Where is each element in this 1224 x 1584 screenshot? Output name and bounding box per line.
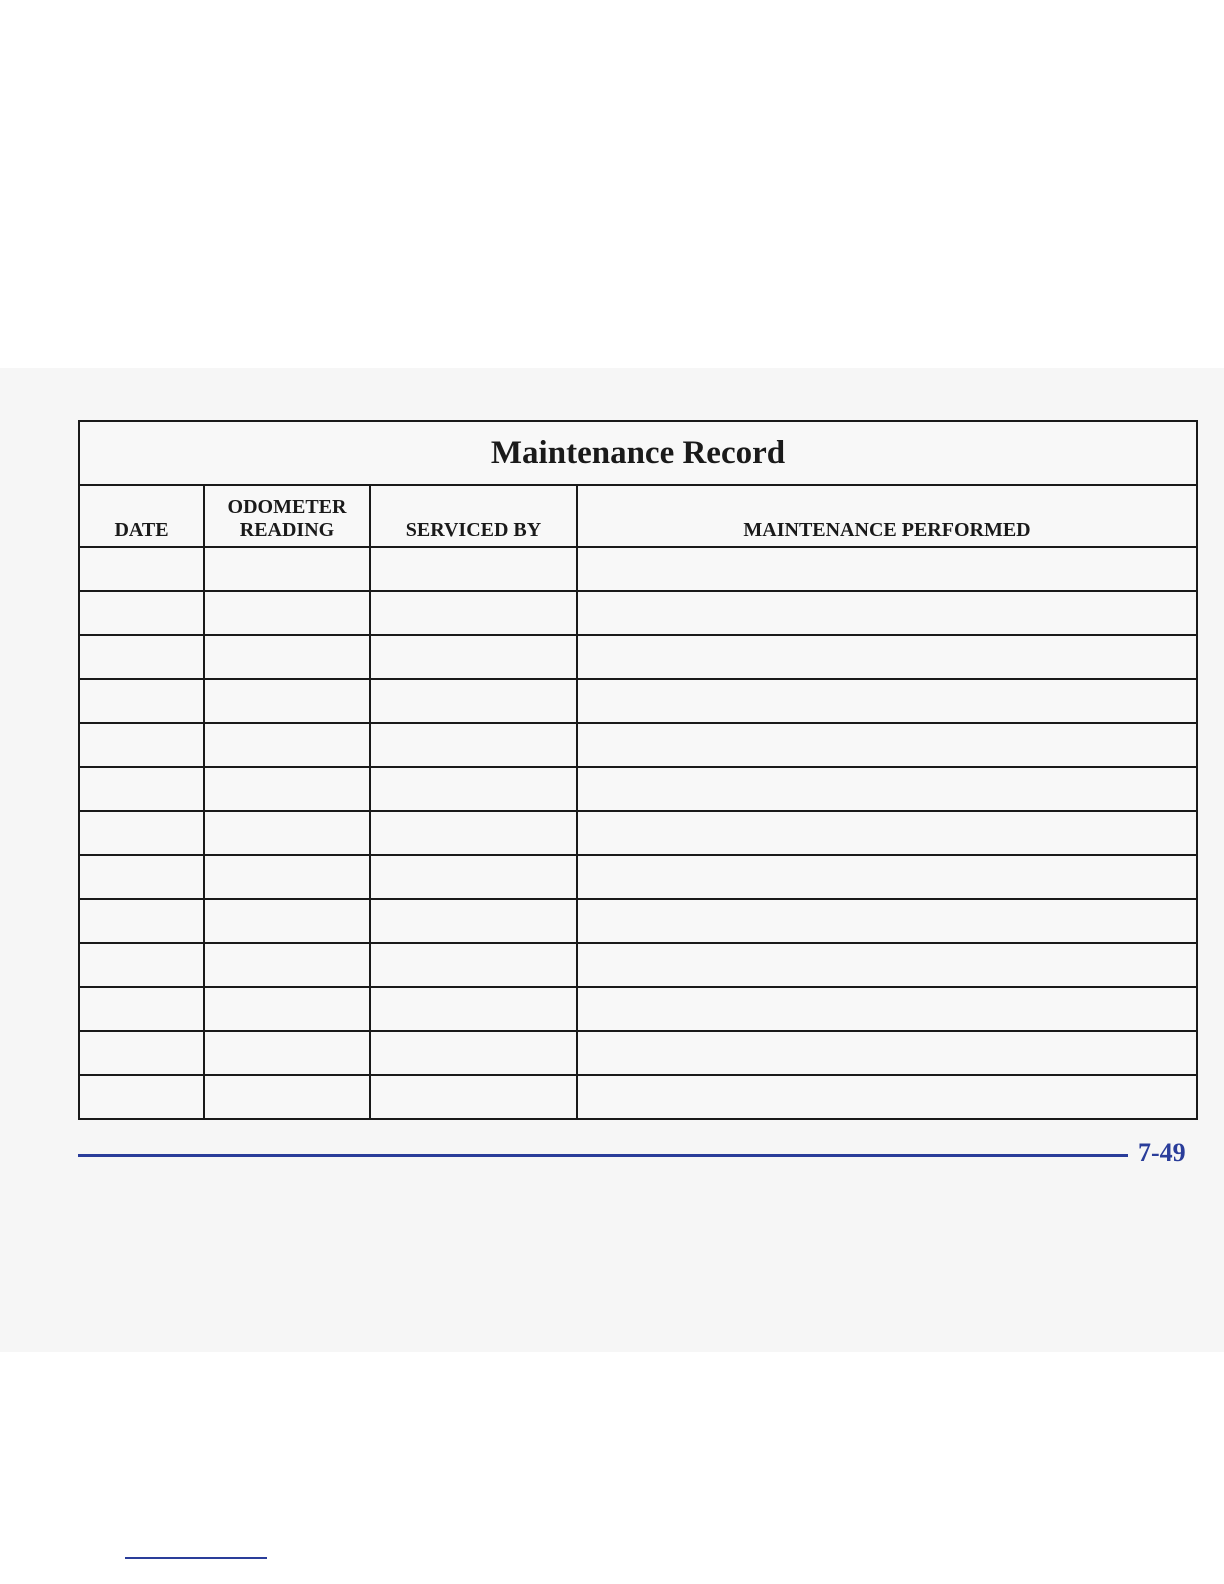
odometer-cell xyxy=(204,679,370,723)
date-cell xyxy=(79,1075,204,1119)
column-header-odometer-line1: ODOMETER xyxy=(227,496,347,518)
date-cell xyxy=(79,591,204,635)
column-header-serviced-by xyxy=(370,485,577,547)
table-title-row xyxy=(79,421,1197,485)
maintenance-performed-cell xyxy=(577,855,1197,899)
page-number: 7-49 xyxy=(1138,1138,1186,1167)
table-row xyxy=(79,591,1197,635)
serviced-by-cell xyxy=(370,943,577,987)
odometer-cell xyxy=(204,1075,370,1119)
date-cell xyxy=(79,767,204,811)
maintenance-performed-cell xyxy=(577,635,1197,679)
serviced-by-cell xyxy=(370,1031,577,1075)
column-header-odometer-line2: READING xyxy=(239,519,335,541)
date-cell xyxy=(79,855,204,899)
serviced-by-cell xyxy=(370,811,577,855)
odometer-cell xyxy=(204,943,370,987)
odometer-cell xyxy=(204,855,370,899)
table-header-row xyxy=(79,485,1197,547)
column-header-odometer-reading xyxy=(204,485,370,547)
odometer-cell xyxy=(204,635,370,679)
table-row xyxy=(79,1075,1197,1119)
serviced-by-cell xyxy=(370,855,577,899)
date-cell xyxy=(79,1031,204,1075)
odometer-cell xyxy=(204,987,370,1031)
serviced-by-cell xyxy=(370,767,577,811)
table-row xyxy=(79,899,1197,943)
odometer-cell xyxy=(204,899,370,943)
record-rows xyxy=(79,547,1197,1119)
column-header-date xyxy=(79,485,204,547)
odometer-cell xyxy=(204,547,370,591)
maintenance-performed-cell xyxy=(577,767,1197,811)
table-row xyxy=(79,679,1197,723)
maintenance-record-table xyxy=(78,420,1198,1120)
date-cell xyxy=(79,811,204,855)
maintenance-performed-cell xyxy=(577,591,1197,635)
serviced-by-cell xyxy=(370,723,577,767)
maintenance-performed-cell xyxy=(577,811,1197,855)
maintenance-performed-cell xyxy=(577,547,1197,591)
serviced-by-cell xyxy=(370,591,577,635)
maintenance-performed-cell xyxy=(577,723,1197,767)
serviced-by-cell xyxy=(370,635,577,679)
table-row xyxy=(79,635,1197,679)
maintenance-performed-cell xyxy=(577,1075,1197,1119)
column-header-date-label: DATE xyxy=(114,519,169,541)
serviced-by-cell xyxy=(370,547,577,591)
column-header-serviced-by-label: SERVICED BY xyxy=(405,519,542,541)
table-row xyxy=(79,767,1197,811)
odometer-cell xyxy=(204,811,370,855)
odometer-cell xyxy=(204,591,370,635)
date-cell xyxy=(79,987,204,1031)
column-header-maintenance-performed xyxy=(577,485,1197,547)
maintenance-performed-cell xyxy=(577,899,1197,943)
date-cell xyxy=(79,943,204,987)
date-cell xyxy=(79,723,204,767)
odometer-cell xyxy=(204,723,370,767)
table-row xyxy=(79,547,1197,591)
table-row xyxy=(79,943,1197,987)
odometer-cell xyxy=(204,1031,370,1075)
maintenance-performed-cell xyxy=(577,987,1197,1031)
maintenance-performed-cell xyxy=(577,679,1197,723)
table-row xyxy=(79,811,1197,855)
odometer-cell xyxy=(204,767,370,811)
serviced-by-cell xyxy=(370,1075,577,1119)
bottom-underline xyxy=(125,1557,267,1559)
date-cell xyxy=(79,899,204,943)
date-cell xyxy=(79,679,204,723)
maintenance-performed-cell xyxy=(577,943,1197,987)
table-row xyxy=(79,987,1197,1031)
date-cell xyxy=(79,635,204,679)
table-title: Maintenance Record xyxy=(79,421,1197,485)
date-cell xyxy=(79,547,204,591)
table-row xyxy=(79,855,1197,899)
serviced-by-cell xyxy=(370,679,577,723)
table-row xyxy=(79,1031,1197,1075)
table-row xyxy=(79,723,1197,767)
maintenance-performed-cell xyxy=(577,1031,1197,1075)
footer-rule xyxy=(78,1154,1128,1157)
serviced-by-cell xyxy=(370,987,577,1031)
column-header-maintenance-performed-label: MAINTENANCE PERFORMED xyxy=(743,519,1031,541)
serviced-by-cell xyxy=(370,899,577,943)
